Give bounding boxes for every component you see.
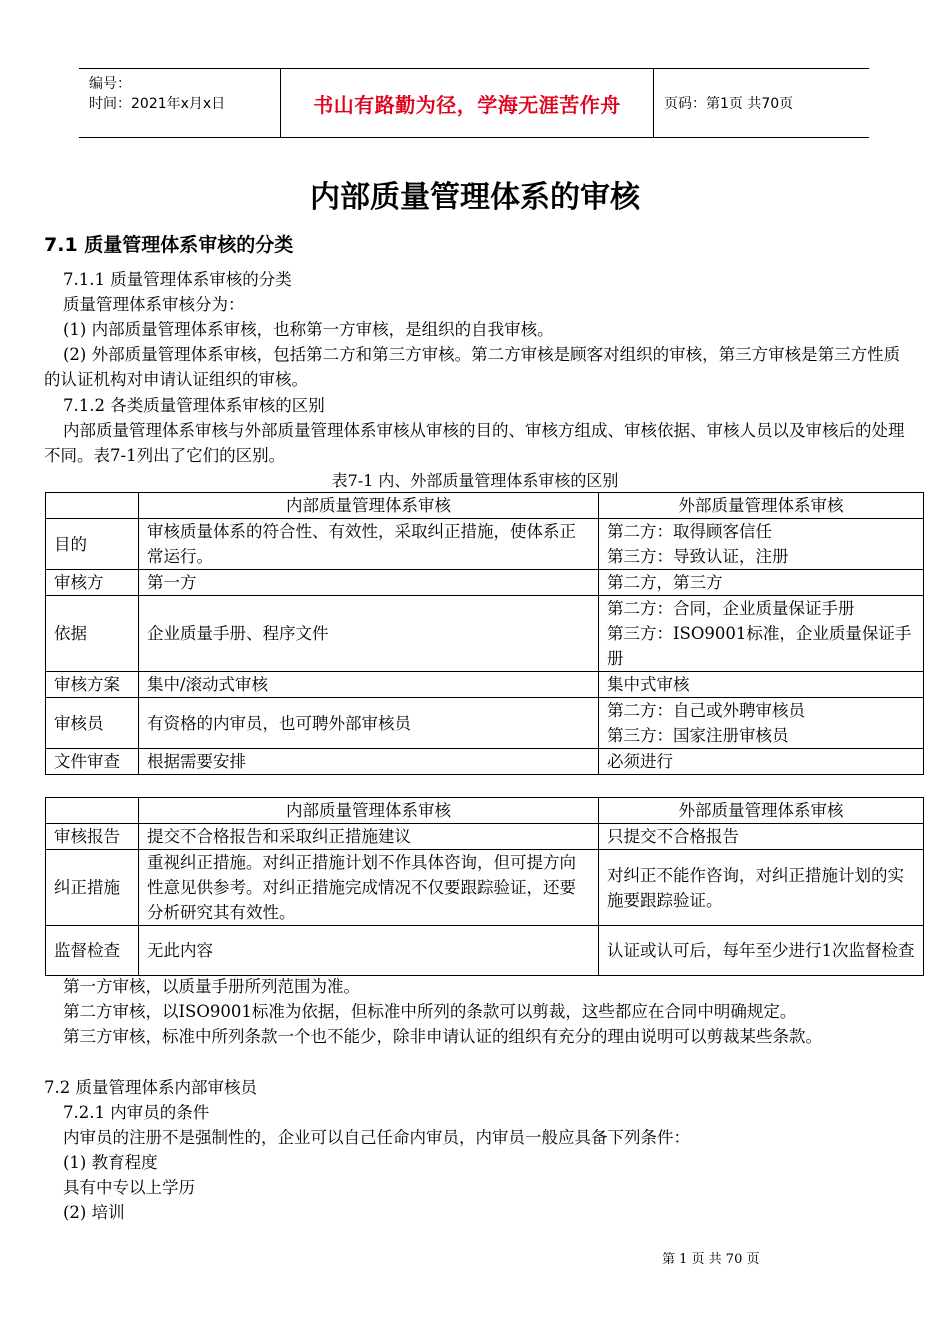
paragraph: (2) 外部质量管理体系审核，包括第二方和第三方审核。第二方审核是顾客对组织的审核，第三方审核是第三方性质的认证机构对申请认证组织的审核。 [44,345,901,389]
table-cell: 认证或认可后，每年至少进行1次监督检查 [599,926,924,976]
table-cell: 无此内容 [139,926,599,976]
page-header [79,68,869,138]
table-cell: 必须进行 [599,749,924,775]
table-header-row [46,493,924,519]
table-cell: 企业质量手册、程序文件 [139,596,599,672]
table-cell: 审核员 [46,698,139,749]
table-cell: 审核报告 [46,824,139,850]
header-page-info: 页码：第1页 共70页 [664,96,794,112]
table-header-cell: 外部质量管理体系审核 [599,798,924,824]
table-cell: 集中式审核 [599,672,924,698]
header-motto: 书山有路勤为径，学海无涯苦作舟 [313,92,621,117]
table-row [46,850,924,926]
header-motto-cell [281,69,654,137]
table-cell: 审核方案 [46,672,139,698]
table-row [46,672,924,698]
table-cell: 监督检查 [46,926,139,976]
paragraph: 第三方审核，标准中所列条款一个也不能少，除非申请认证的组织有充分的理由说明可以剪裁某些条款。 [63,1027,822,1046]
document-title: 内部质量管理体系的审核 [310,180,640,215]
header-page-cell [654,69,869,137]
table-cell: 纠正措施 [46,850,139,926]
table-row [46,596,924,672]
paragraph: (1) 教育程度 [63,1153,158,1172]
header-meta [79,69,281,137]
table-cell: 第二方：取得顾客信任 第三方：导致认证，注册 [599,519,924,570]
table-header-cell [46,798,139,824]
table-header-cell [46,493,139,519]
paragraph: 内部质量管理体系审核与外部质量管理体系审核从审核的目的、审核方组成、审核依据、审核人员以及审核后的处理不同。表7-1列出了它们的区别。 [44,421,905,465]
doc-number-label: 编号： [89,76,131,92]
table-cell: 第一方 [139,570,599,596]
table-header-cell: 内部质量管理体系审核 [139,493,599,519]
table-cell: 审核质量体系的符合性、有效性，采取纠正措施，使体系正常运行。 [139,519,599,570]
table-cell: 集中/滚动式审核 [139,672,599,698]
section-heading: 7.1 质量管理体系审核的分类 [44,234,294,256]
table-cell: 第二方：自己或外聘审核员 第三方：国家注册审核员 [599,698,924,749]
table-row [46,519,924,570]
table-header-cell: 外部质量管理体系审核 [599,493,924,519]
table-cell: 文件审查 [46,749,139,775]
paragraph: 7.2 质量管理体系内部审核员 [44,1078,257,1097]
table-cell: 目的 [46,519,139,570]
table-cell: 只提交不合格报告 [599,824,924,850]
table-header-row [46,798,924,824]
paragraph: 7.1.1 质量管理体系审核的分类 [63,270,292,289]
table-cell: 第二方：合同，企业质量保证手册 第三方：ISO9001标准，企业质量保证手册 [599,596,924,672]
table-header-cell: 内部质量管理体系审核 [139,798,599,824]
paragraph: (1) 内部质量管理体系审核，也称第一方审核，是组织的自我审核。 [63,320,554,339]
table-cell: 审核方 [46,570,139,596]
doc-date-label: 时间：2021年x月x日 [89,96,226,112]
paragraph: 第一方审核，以质量手册所列范围为准。 [63,977,360,996]
paragraph: 7.1.2 各类质量管理体系审核的区别 [63,396,325,415]
comparison-table-2 [45,797,924,976]
paragraph: 具有中专以上学历 [63,1178,195,1197]
paragraph: 内审员的注册不是强制性的，企业可以自己任命内审员，内审员一般应具备下列条件： [63,1128,690,1147]
table-row [46,926,924,976]
table-row [46,698,924,749]
table-cell: 提交不合格报告和采取纠正措施建议 [139,824,599,850]
table-cell: 对纠正不能作咨询，对纠正措施计划的实施要跟踪验证。 [599,850,924,926]
table-cell: 根据需要安排 [139,749,599,775]
comparison-table-1 [45,492,924,775]
paragraph: (2) 培训 [63,1203,125,1222]
paragraph: 第二方审核，以ISO9001标准为依据，但标准中所列的条款可以剪裁，这些都应在合同中明确规定。 [63,1002,797,1021]
page-footer: 第 1 页 共 70 页 [662,1252,760,1267]
table-cell: 依据 [46,596,139,672]
table-row [46,749,924,775]
paragraph: 7.2.1 内审员的条件 [63,1103,210,1122]
table-cell: 第二方，第三方 [599,570,924,596]
table-row [46,824,924,850]
table-caption: 表7-1 内、外部质量管理体系审核的区别 [331,471,619,490]
table-cell: 有资格的内审员，也可聘外部审核员 [139,698,599,749]
table-row [46,570,924,596]
paragraph: 质量管理体系审核分为： [63,295,245,314]
table-cell: 重视纠正措施。对纠正措施计划不作具体咨询，但可提方向性意见供参考。对纠正措施完成情况不仅要跟踪验证，还要分析研究其有效性。 [139,850,599,926]
